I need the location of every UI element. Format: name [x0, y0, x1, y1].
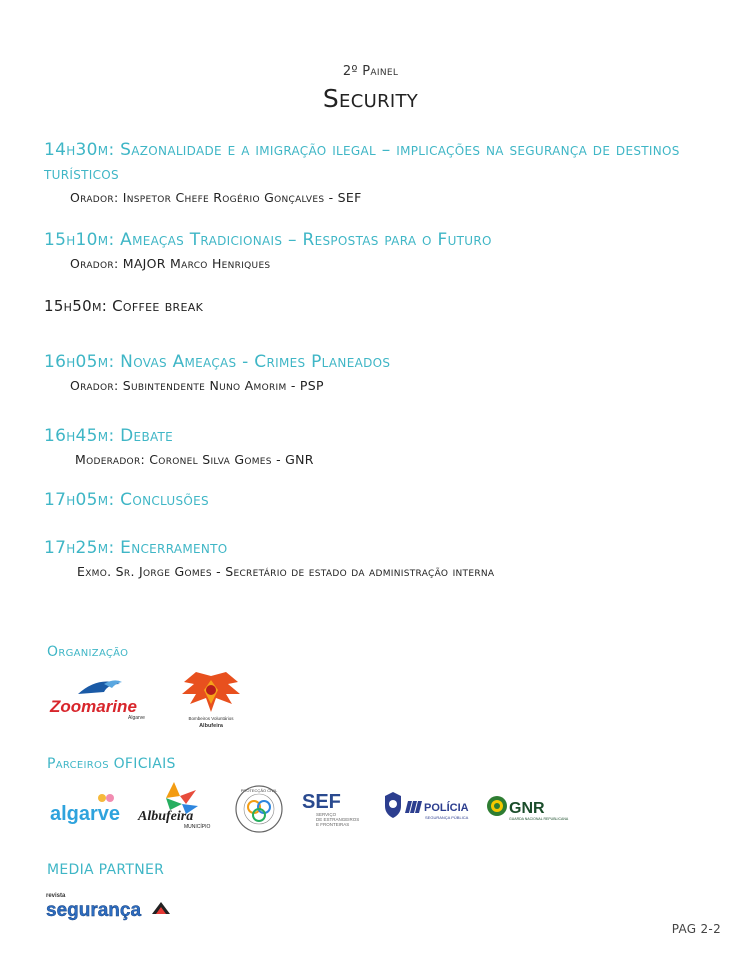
agenda-item [44, 228, 724, 271]
agenda-speaker: Moderador: Coronel Silva Gomes - GNR [75, 452, 314, 467]
seguranca-name: segurança [46, 900, 142, 921]
protecao-civil-logo [234, 784, 284, 834]
policia-name: POLÍCIA [424, 802, 469, 814]
agenda-item [44, 536, 724, 579]
protecao-civil-text: PROTECÇÃO CIVIL [240, 788, 278, 793]
agenda-speaker: Orador: Inspetor Chefe Rogério Gonçalves - SEF [70, 190, 362, 205]
agenda-title: 16h45m: Debate [44, 426, 174, 446]
sef-line1: SERVIÇO [316, 812, 337, 817]
agenda-item [44, 350, 724, 393]
policia-sub: SEGURANÇA PÚBLICA [425, 815, 469, 820]
sef-logo [300, 788, 366, 830]
agenda-title: 16h05m: Novas Ameaças - Crimes Planeados [44, 352, 391, 372]
gnr-sub: GUARDA NACIONAL REPUBLICANA [509, 817, 569, 821]
sef-line3: E FRONTEIRAS [316, 822, 350, 827]
bombeiros-logo [176, 668, 246, 730]
agenda-title: 14h30m: Sazonalidade e a imigração ilegal – implicações na segurança de destinos turísticos [44, 140, 680, 184]
albufeira-name: Albufeira [138, 809, 194, 824]
zoomarine-logo [48, 674, 156, 720]
gnr-name: GNR [509, 800, 545, 817]
albufeira-sub: MUNICÍPIO [184, 824, 211, 830]
sef-line2: DE ESTRANGEIROS [316, 817, 360, 822]
organizacao-label: Organização [47, 644, 129, 660]
albufeira-logo [136, 778, 216, 830]
panel-title: Security [322, 84, 419, 113]
agenda-speaker: Orador: Subintendente Nuno Amorim - PSP [70, 378, 324, 393]
seguranca-logo [44, 890, 174, 920]
policia-logo [384, 790, 474, 824]
algarve-name: algarve [50, 803, 121, 825]
sef-name: SEF [302, 791, 341, 813]
agenda-title: 17h25m: Encerramento [44, 538, 228, 558]
agenda-speaker: Exmo. Sr. Jorge Gomes - Secretário de estado da administração interna [77, 564, 495, 579]
bombeiros-line1: Bombeiros Voluntários [188, 716, 234, 721]
agenda-title: 17h05m: Conclusões [44, 490, 209, 510]
agenda-item [44, 488, 724, 512]
agenda-title: 15h10m: Ameaças Tradicionais – Respostas para o Futuro [44, 230, 492, 250]
agenda-item [44, 294, 724, 318]
agenda-item [44, 424, 724, 467]
agenda-speaker: Orador: MAJOR Marco Henriques [70, 256, 271, 271]
zoomarine-name: Zoomarine [50, 697, 137, 716]
gnr-logo [486, 792, 569, 822]
seguranca-top: revista [46, 893, 66, 899]
panel-label: 2º Painel [342, 64, 399, 79]
agenda-title: 15h50m: Coffee break [44, 297, 204, 315]
bombeiros-line2: Albufeira [199, 723, 223, 729]
agenda-item [44, 138, 724, 205]
parceiros-label: Parceiros OFICIAIS [47, 756, 176, 772]
algarve-logo [48, 790, 120, 826]
media-partner-label: MEDIA PARTNER [47, 862, 165, 878]
zoomarine-sub: Algarve [128, 715, 145, 721]
page-number: PAG 2-2 [671, 922, 721, 936]
